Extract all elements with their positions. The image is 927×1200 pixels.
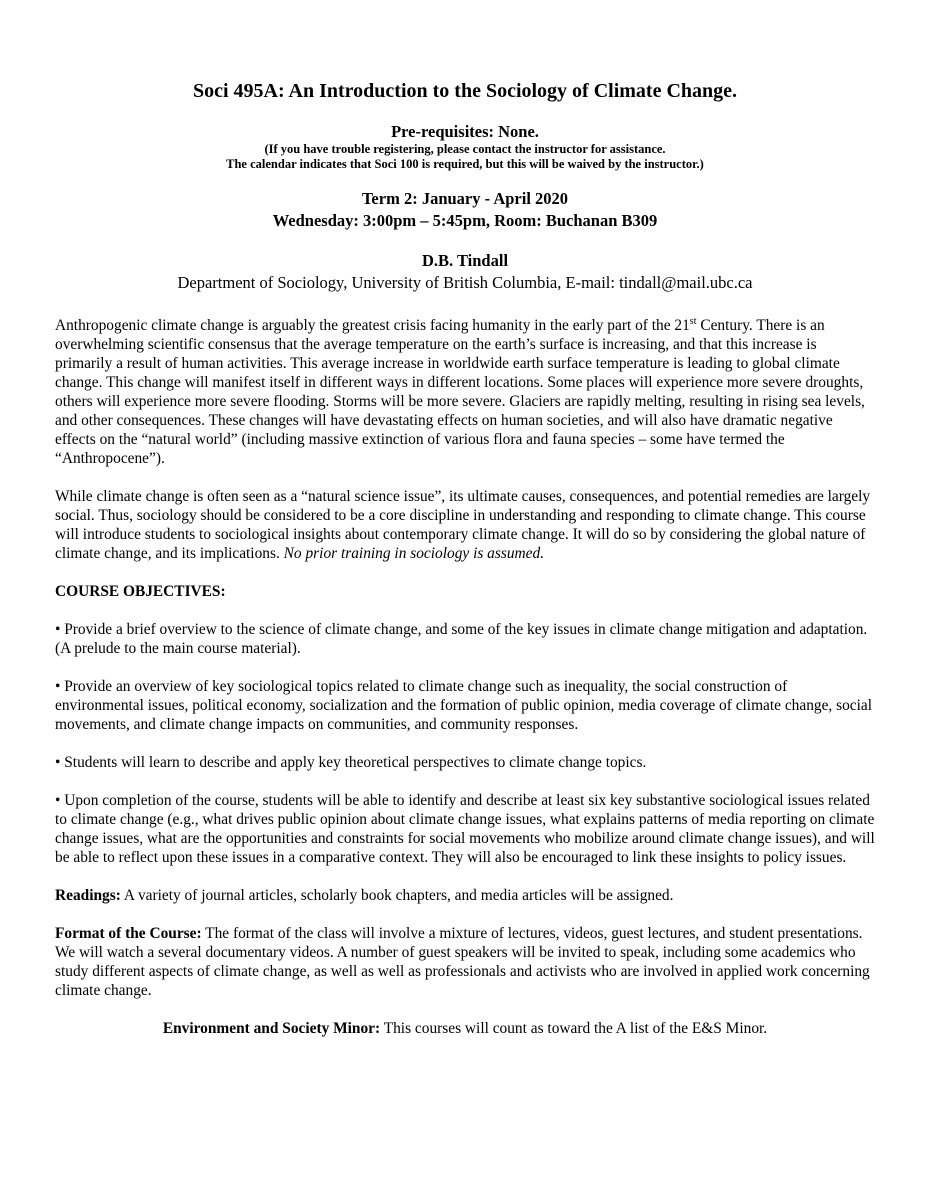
- minor-text: This courses will count as toward the A list of the E&S Minor.: [380, 1020, 768, 1037]
- minor-paragraph: [55, 1019, 875, 1038]
- intro-paragraph-2: [55, 487, 875, 563]
- format-paragraph: [55, 924, 875, 1000]
- instructor-department: Department of Sociology, University of British Columbia, E-mail: tindall@mail.ubc.ca: [177, 273, 753, 292]
- objective-item-2: • Provide an overview of key sociological topics related to climate change such as inequality, the social construction of environmental issues, political economy, socialization and the formation of public opinion, media coverage of climate change, social movements, and climate change impacts on communities, and community responses.: [55, 678, 873, 733]
- intro-p1-superscript: st: [689, 315, 697, 327]
- readings-label: Readings:: [55, 887, 121, 904]
- objective-item-4: • Upon completion of the course, students will be able to identify and describe at least six key substantive sociological issues related to climate change (e.g., what drives public opinion about climate change issues, what explains patterns of media reporting on climate change issues, what are the opportunities and constraints for social movements who mobilize around climate change issues), and will be able to reflect upon these issues in a comparative context. They will also be encouraged to link these insights to policy issues.: [55, 792, 875, 866]
- class-schedule: Wednesday: 3:00pm – 5:45pm, Room: Buchanan B309: [272, 211, 658, 230]
- readings-paragraph: [55, 886, 875, 905]
- course-title: Soci 495A: An Introduction to the Sociology of Climate Change.: [192, 80, 738, 102]
- instructor-name: D.B. Tindall: [421, 251, 509, 270]
- intro-p2-main: While climate change is often seen as a “natural science issue”, its ultimate causes, consequences, and potential remedies are largely social. Thus, sociology should be considered to be a core discipline in understanding and responding to climate change. This course will introduce students to sociological insights about contemporary climate change. It will do so by considering the global nature of climate change, and its implications.: [55, 488, 871, 562]
- objective-item-3: • Students will learn to describe and apply key theoretical perspectives to climate change topics.: [55, 754, 647, 771]
- registration-note-line-2: The calendar indicates that Soci 100 is required, but this will be waived by the instructor.): [226, 157, 704, 171]
- minor-label: Environment and Society Minor:: [162, 1020, 381, 1037]
- intro-p1-part2: Century. There is an overwhelming scientific consensus that the average temperature on the earth’s surface is increasing, and that this increase is primarily a result of human activities. This average increase in worldwide earth surface temperature is leading to global climate change. This change will manifest itself in different ways in different locations. Some places will experience more severe droughts, others will experience more severe flooding. Storms will be more severe. Glaciers are rapidly melting, resulting in rising sea levels, and other consequences. These changes will have devastating effects on human societies, and will also have dramatic negative effects on the “natural world” (including massive extinction of various flora and fauna species – some have termed the “Anthropocene”).: [55, 317, 865, 467]
- term-block: [55, 188, 875, 232]
- syllabus-page: [55, 78, 875, 1057]
- registration-note-line-1: (If you have trouble registering, please contact the instructor for assistance.: [264, 142, 666, 156]
- intro-paragraph-1: [55, 316, 875, 468]
- objective-item-1: • Provide a brief overview to the science of climate change, and some of the key issues in climate change mitigation and adaptation. (A prelude to the main course material).: [55, 621, 868, 657]
- intro-p2-italic: No prior training in sociology is assumed.: [283, 545, 545, 562]
- format-label: Format of the Course:: [55, 925, 202, 942]
- intro-p1-part1: Anthropogenic climate change is arguably the greatest crisis facing humanity in the early part of the 21: [55, 317, 690, 334]
- term-dates: Term 2: January - April 2020: [361, 189, 569, 208]
- prerequisites: Pre-requisites: None.: [391, 122, 539, 141]
- readings-text: A variety of journal articles, scholarly book chapters, and media articles will be assigned.: [120, 887, 674, 904]
- objectives-heading: COURSE OBJECTIVES:: [55, 583, 226, 600]
- format-text: The format of the class will involve a mixture of lectures, videos, guest lectures, and student presentations. We will watch a several documentary videos. A number of guest speakers will be invited to speak, including some academics who study different aspects of climate change, as well as well as professionals and activists who are involved in applied work concerning climate change.: [55, 925, 870, 999]
